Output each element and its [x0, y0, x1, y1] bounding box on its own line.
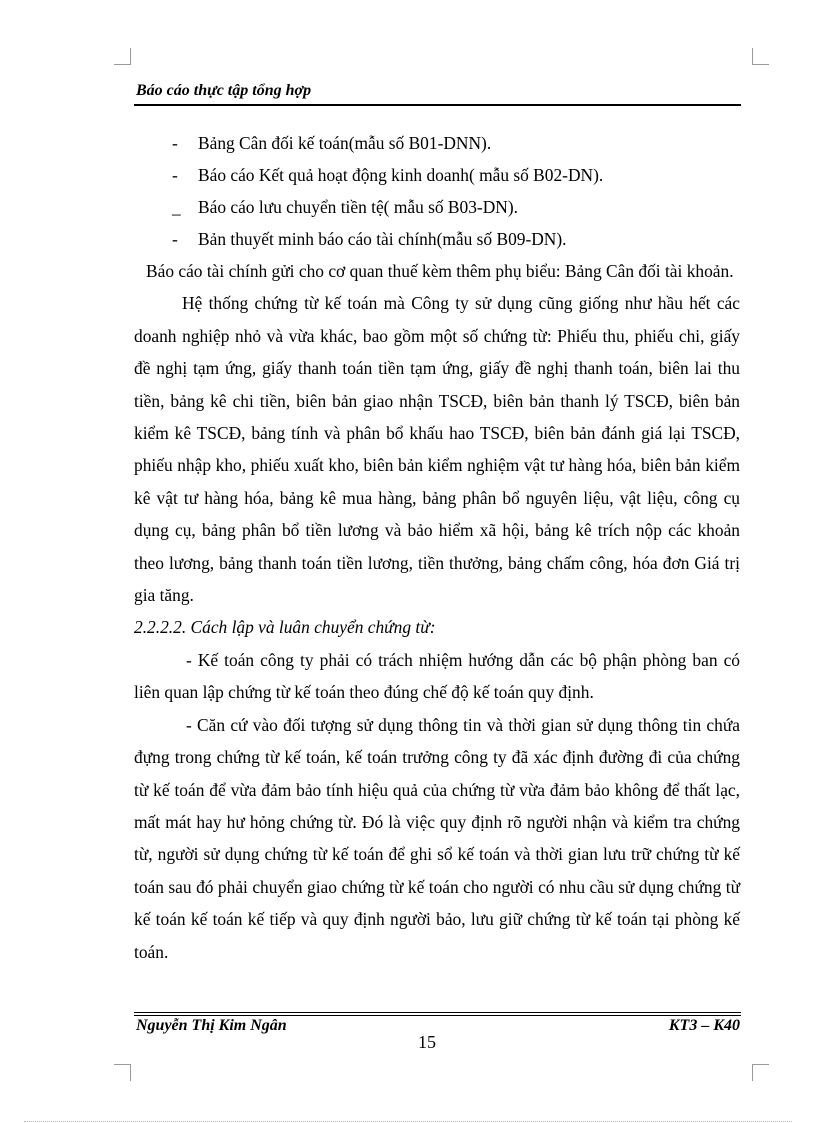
bullet-item	[134, 127, 740, 159]
crop-mark-bottom-right	[752, 1064, 769, 1081]
section-subheading: 2.2.2.2. Cách lập và luân chuyển chứng từ:	[134, 617, 436, 638]
bullet-dash: _	[172, 197, 181, 217]
bullet-item	[134, 159, 740, 191]
paragraph-voucher-flow: - Căn cứ vào đối tượng sử dụng thông tin và thời gian sử dụng thông tin chứa đựng trong chứng từ kế toán, kế toán trưởng công ty đã xác định đường đi của chứng từ kế toán để vừa đảm bảo tính hiệu quả của chứng từ vừa đảm bảo không để thất lạc, mất mát hay hư hỏng chứng từ. Đó là việc quy định rõ người nhận và kiểm tra chứng từ, người sử dụng chứng từ kế toán để ghi sổ kế toán và thời gian lưu trữ chứng từ kế toán sau đó phải chuyển giao chứng từ kế toán cho người có nhu cầu sử dụng chứng từ kế toán kế toán kế tiếp và quy định người bảo, lưu giữ chứng từ kế toán tại phòng kế toán.	[134, 714, 740, 962]
bullet-text: Báo cáo Kết quả hoạt động kinh doanh( mẫu số B02-DN).	[198, 165, 604, 185]
bullet-item	[134, 191, 740, 223]
paragraph-accountant-responsibility: - Kế toán công ty phải có trách nhiệm hướng dẫn các bộ phận phòng ban có liên quan lập chứng từ kế toán theo đúng chế độ kế toán quy định.	[134, 649, 740, 703]
page-number: 15	[418, 1032, 436, 1052]
page-body	[134, 127, 740, 968]
header-title: Báo cáo thực tập tổng hợp	[136, 82, 312, 99]
paragraph-financial-report: Báo cáo tài chính gửi cho cơ quan thuế kèm thêm phụ biểu: Bảng Cân đối tài khoản.	[146, 261, 734, 281]
bullet-item	[134, 223, 740, 255]
bullet-text: Bảng Cân đối kế toán(mẫu số B01-DNN).	[198, 133, 492, 153]
footer-rule	[134, 1015, 741, 1016]
header-rule	[134, 104, 741, 106]
bullet-dash: -	[172, 165, 178, 185]
bullet-dash: -	[172, 133, 178, 153]
crop-mark-top-right	[752, 48, 769, 65]
bullet-text: Báo cáo lưu chuyển tiền tệ( mẫu số B03-DN).	[198, 197, 518, 217]
crop-mark-bottom-left	[114, 1064, 131, 1081]
page-edge-dotted-line	[24, 1121, 792, 1122]
bullet-dash: -	[172, 229, 178, 249]
footer-class-code: KT3 – K40	[668, 1017, 740, 1034]
footer-author: Nguyễn Thị Kim Ngân	[136, 1017, 287, 1034]
paragraph-voucher-system: Hệ thống chứng từ kế toán mà Công ty sử dụng cũng giống như hầu hết các doanh nghiệp nhỏ và vừa khác, bao gồm một số chứng từ: Phiếu thu, phiếu chi, giấy đề nghị tạm ứng, giấy thanh toán tiền tạm ứng, giấy đề nghị thanh toán, biên lai thu tiền, bảng kê chi tiền, biên bản giao nhận TSCĐ, biên bản thanh lý TSCĐ, biên bản kiểm kê TSCĐ, bảng tính và phân bổ khấu hao TSCĐ, biên bản đánh giá lại TSCĐ, phiếu nhập kho, phiếu xuất kho, biên bản kiểm nghiệm vật tư hàng hóa, biên bản kiểm kê vật tư hàng hóa, bảng kê mua hàng, bảng phân bổ nguyên liệu, vật liệu, công cụ dụng cụ, bảng phân bổ tiền lương và bảo hiểm xã hội, bảng kê trích nộp các khoản theo lương, bảng thanh toán tiền lương, tiền thưởng, bảng chấm công, hóa đơn Giá trị gia tăng.	[134, 293, 740, 606]
crop-mark-top-left	[114, 48, 131, 65]
footer-rule	[134, 1012, 741, 1013]
bullet-text: Bản thuyết minh báo cáo tài chính(mẫu số B09-DN).	[198, 229, 567, 249]
